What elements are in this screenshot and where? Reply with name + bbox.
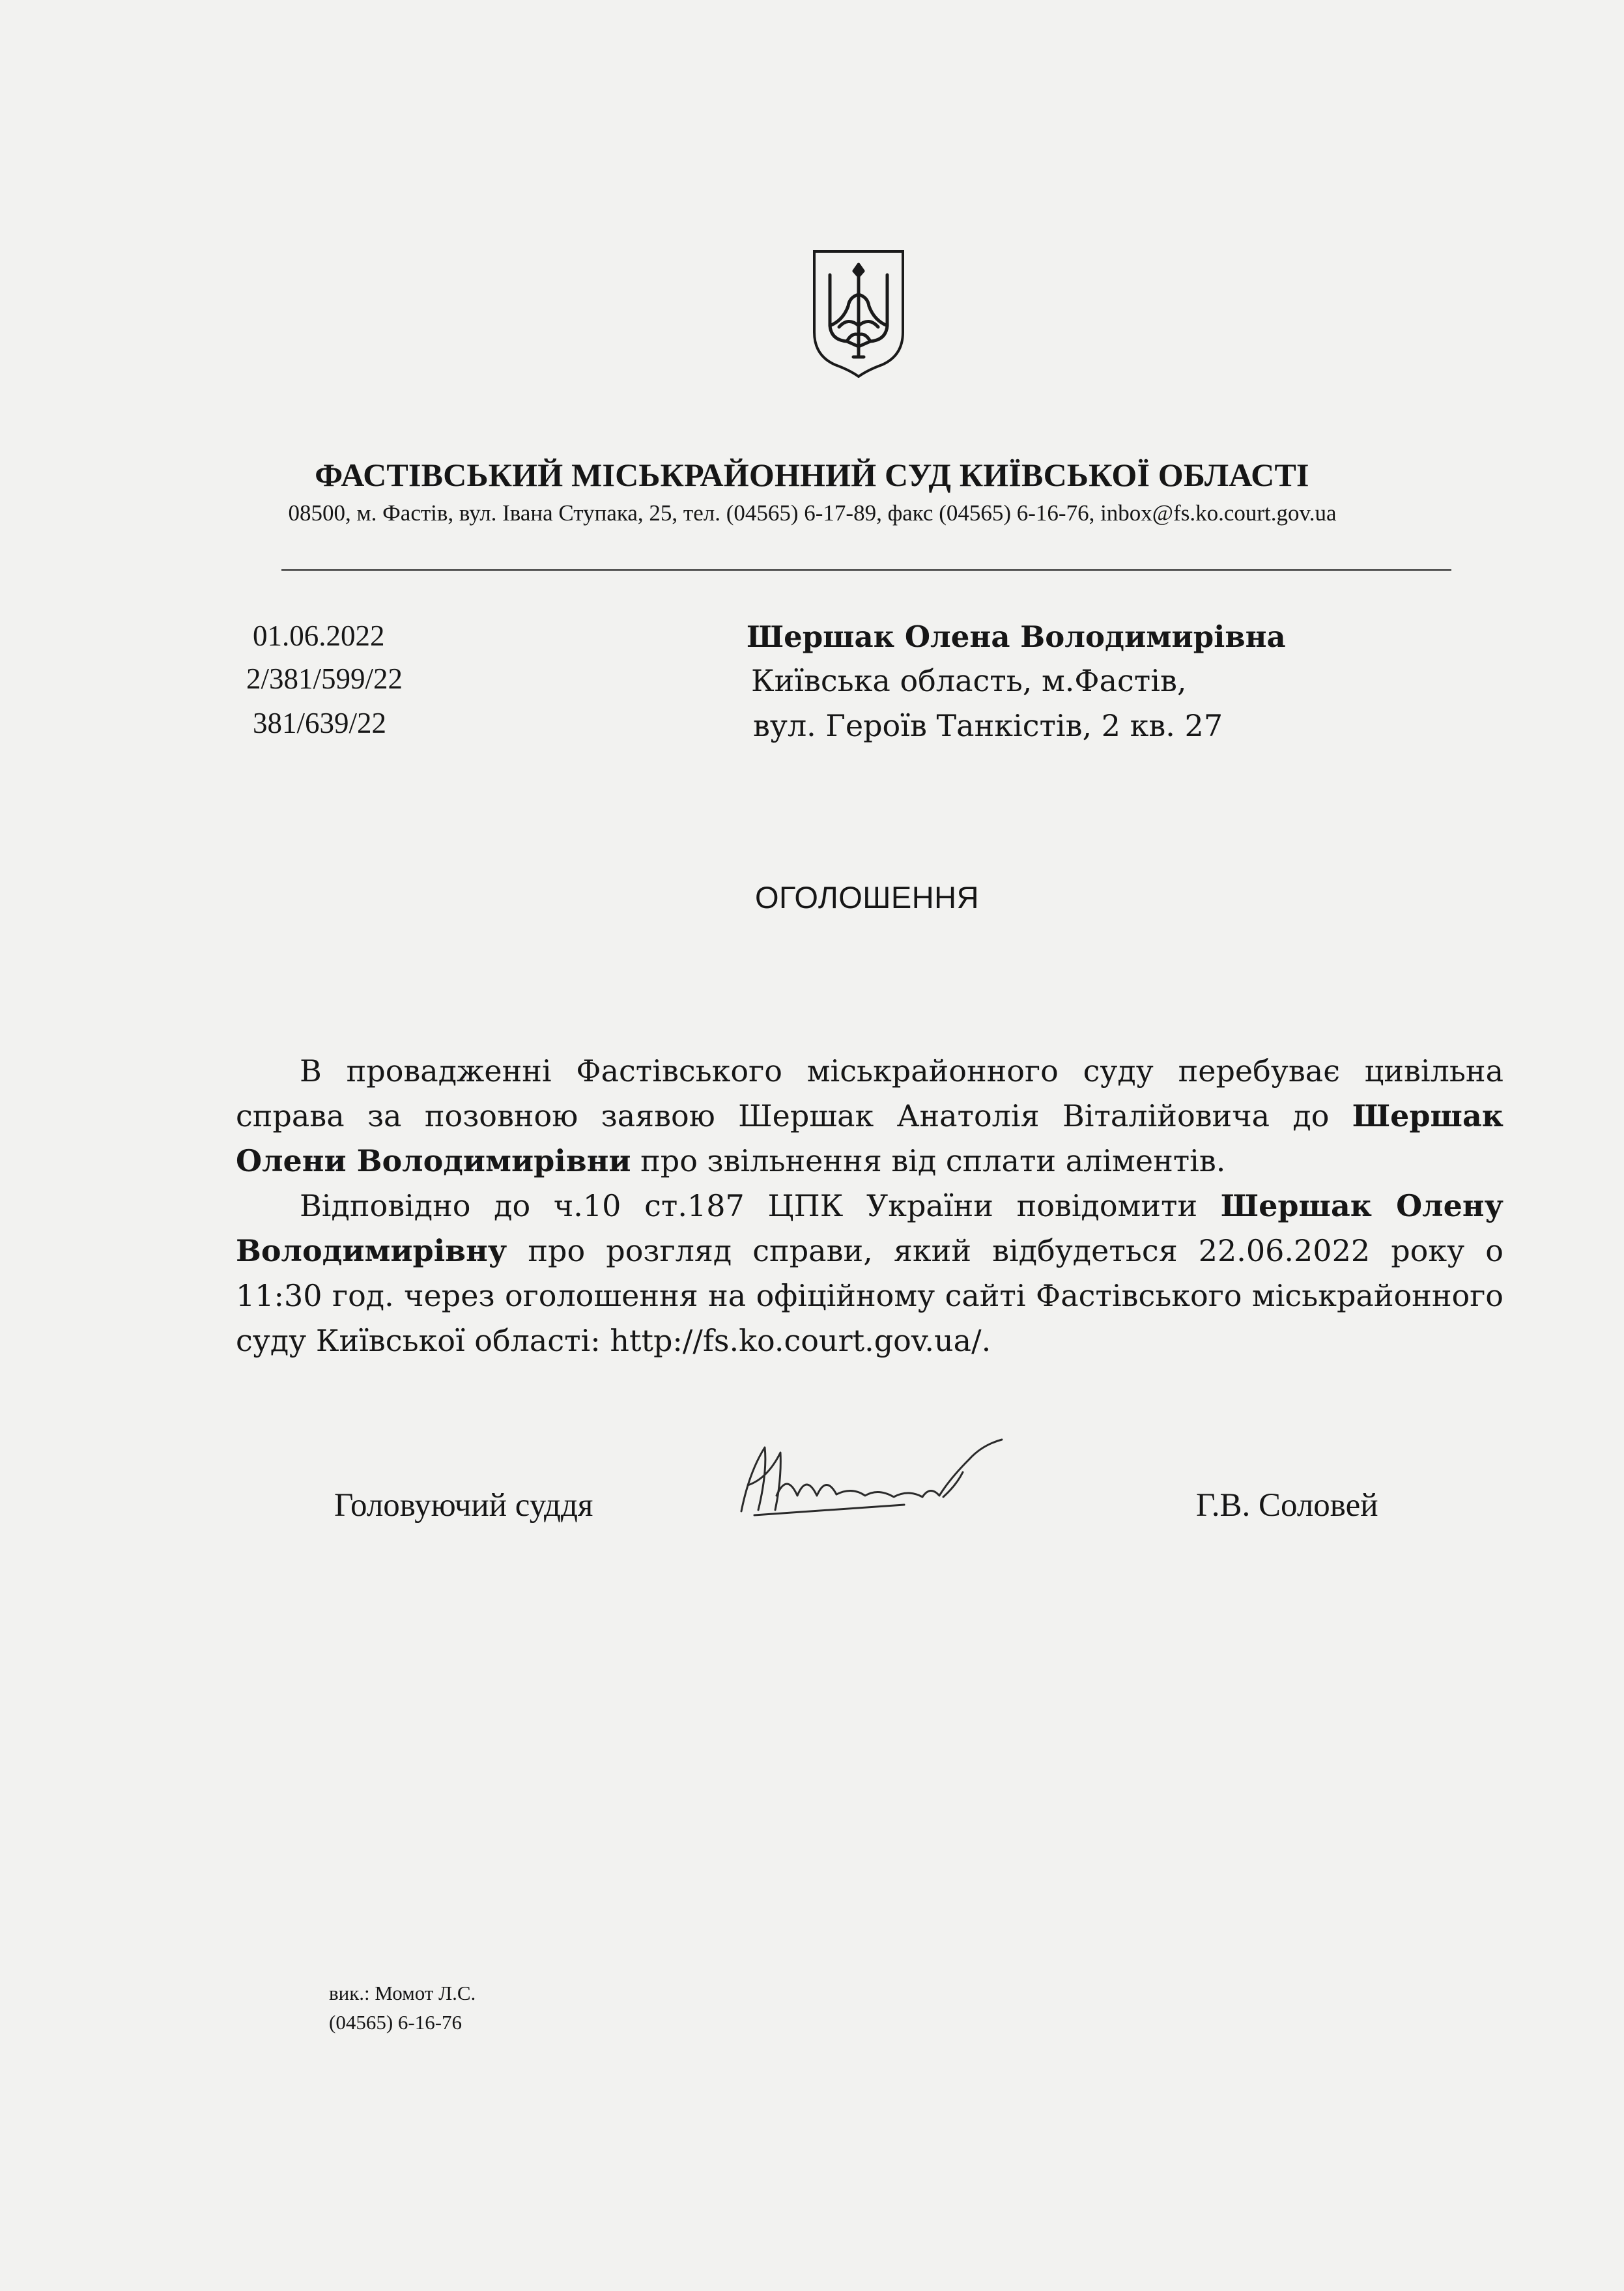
judge-name: Г.В. Соловей [1196, 1487, 1378, 1524]
p2-defendant-name: Шершак Олену Володимирівну [236, 1188, 1503, 1268]
handwritten-signature [735, 1433, 1047, 1524]
p1-defendant-name: Шершак Олени Володимирівни [236, 1098, 1503, 1178]
executor-name: вик.: Момот Л.С. [329, 1982, 476, 2004]
outgoing-number-1: 2/381/599/22 [246, 662, 403, 695]
p1-text-end: про звільнення від сплати аліментів. [631, 1143, 1226, 1178]
p2-text-start: Відповідно до ч.10 ст.187 ЦПК України повідомити [300, 1188, 1221, 1223]
executor-info [329, 1979, 476, 2038]
recipient-address-line-2: вул. Героїв Танкістів, 2 кв. 27 [753, 708, 1223, 743]
notice-paragraph-1 [236, 1049, 1503, 1184]
notice-title: ОГОЛОШЕННЯ [754, 880, 980, 915]
court-name-heading: ФАСТІВСЬКИЙ МІСЬКРАЙОННИЙ СУД КИЇВСЬКОЇ ОБЛАСТІ [315, 457, 1309, 493]
notice-paragraph-2 [236, 1184, 1503, 1363]
recipient-address-line-1: Київська область, м.Фастів, [751, 663, 1187, 698]
notice-body [236, 1049, 1503, 1363]
coat-of-arms-emblem [810, 249, 907, 378]
p1-text-start: В провадженні Фастівського міськрайонного суду перебуває цивільна справа за позовною заявою Шершак Анатолія Віталійовича до [236, 1053, 1503, 1133]
court-contact-address: 08500, м. Фастів, вул. Івана Ступака, 25, тел. (04565) 6-17-89, факс (04565) 6-16-76, inbox@fs.ko.court.gov.ua [288, 500, 1337, 526]
recipient-name: Шершак Олена Володимирівна [747, 619, 1286, 654]
header-divider [281, 569, 1451, 571]
p2-text-end: про розгляд справи, який відбудеться 22.06.2022 року о 11:30 год. через оголошення на офіційному сайті Фастівського міськрайонного суду Київської області: http://fs.ko.court.gov.ua/. [236, 1233, 1503, 1358]
executor-phone: (04565) 6-16-76 [329, 2010, 463, 2034]
judge-role: Головуючий суддя [334, 1487, 593, 1524]
outgoing-number-2: 381/639/22 [253, 707, 387, 739]
outgoing-date: 01.06.2022 [253, 619, 385, 652]
